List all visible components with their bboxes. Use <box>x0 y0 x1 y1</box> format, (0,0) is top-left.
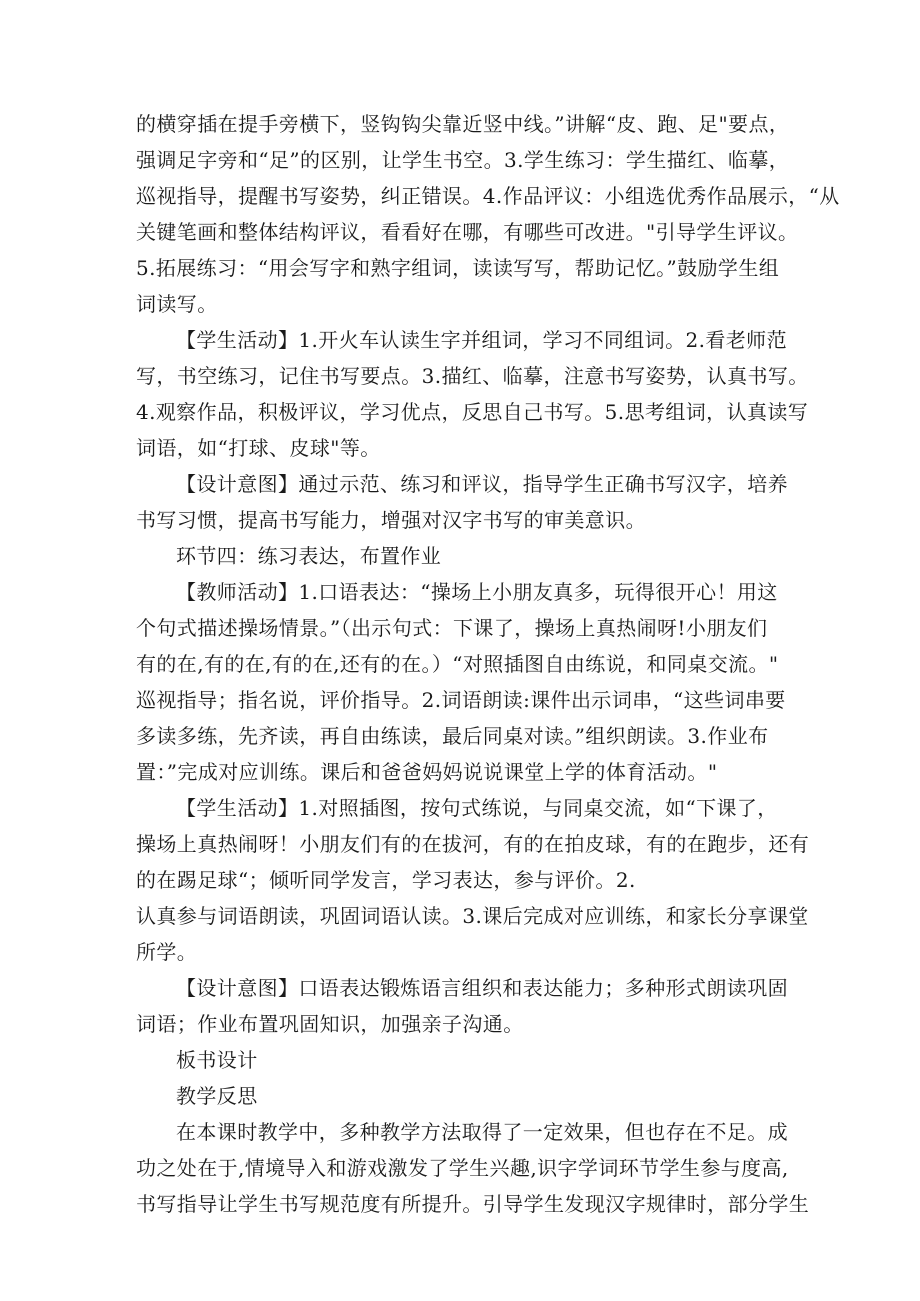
text-line: 4.观察作品，积极评议，学习优点，反思自己书写。5.思考组词，认真读写 <box>136 400 809 424</box>
teacher-activity-heading-line: 【教师活动】1.口语表达：“操场上小朋友真多，玩得很开心！用这 <box>176 580 778 604</box>
text-line: 个句式描述操场情景。”（出示句式：下课了，操场上真热闹呀!小朋友们 <box>136 616 768 640</box>
text-line: 操场上真热闹呀！小朋友们有的在拔河，有的在拍皮球，有的在跑步，还有 <box>136 832 810 856</box>
design-intent-heading-line: 【设计意图】口语表达锻炼语言组织和表达能力；多种形式朗读巩固 <box>176 976 788 1000</box>
text-line: 关键笔画和整体结构评议，看看好在哪，有哪些可改进。"引导学生评议。 <box>136 220 799 244</box>
text-line: 书写习惯，提高书写能力，增强对汉字书写的审美意识。 <box>136 508 646 532</box>
text-line: 置：”完成对应训练。课后和爸爸妈妈说说课堂上学的体育活动。" <box>136 760 718 784</box>
text-line: 写，书空练习，记住书写要点。3.描红、临摹，注意书写姿势，认真书写。 <box>136 364 809 388</box>
text-line: 的横穿插在提手旁横下，竖钩钩尖靠近竖中线。”讲解“皮、跑、足"要点， <box>136 112 790 136</box>
design-intent-heading-line: 【设计意图】通过示范、练习和评议，指导学生正确书写汉字，培养 <box>176 472 788 496</box>
text-line: 多读多练，先齐读，再自由练读，最后同桌对读。”组织朗读。3.作业布 <box>136 724 769 748</box>
text-line: 认真参与词语朗读，巩固词语认读。3.课后完成对应训练，和家长分享课堂 <box>136 904 809 928</box>
text-line: 5.拓展练习：“用会写字和熟字组词，读读写写，帮助记忆。”鼓励学生组 <box>136 256 780 280</box>
text-line: 有的在,有的在,有的在,还有的在。）“对照插图自由练说，和同桌交流。" <box>136 652 779 676</box>
text-line: 所学。 <box>136 940 198 964</box>
text-line: 巡视指导；指名说，评价指导。2.词语朗读:课件出示词串，“这些词串要 <box>136 688 786 712</box>
text-line: 巡视指导，提醒书写姿势，纠正错误。4.作品评议：小组选优秀作品展示，“从 <box>136 184 840 208</box>
section-four-heading: 环节四：练习表达，布置作业 <box>176 544 442 568</box>
text-line: 书写指导让学生书写规范度有所提升。引导学生发现汉字规律时，部分学生 <box>136 1192 810 1216</box>
text-line: 强调足字旁和“足”的区别，让学生书空。3.学生练习：学生描红、临摹， <box>136 148 790 172</box>
student-activity-heading-line: 【学生活动】1.开火车认读生字并组词，学习不同组词。2.看老师范 <box>176 328 787 352</box>
text-line: 词语；作业布置巩固知识，加强亲子沟通。 <box>136 1012 524 1036</box>
text-line: 功之处在于,情境导入和游戏激发了学生兴趣,识字学词环节学生参与度高, <box>136 1156 789 1180</box>
board-design-heading: 板书设计 <box>176 1048 258 1072</box>
text-line: 在本课时教学中，多种教学方法取得了一定效果，但也存在不足。成 <box>176 1120 788 1144</box>
teaching-reflection-heading: 教学反思 <box>176 1084 258 1108</box>
text-line: 词语，如“打球、皮球"等。 <box>136 436 381 460</box>
text-line: 词读写。 <box>136 292 218 316</box>
student-activity-heading-line: 【学生活动】1.对照插图，按句式练说，与同桌交流，如“下课了， <box>176 796 778 820</box>
text-line: 的在踢足球“；倾听同学发言，学习表达，参与评价。2. <box>136 868 636 892</box>
